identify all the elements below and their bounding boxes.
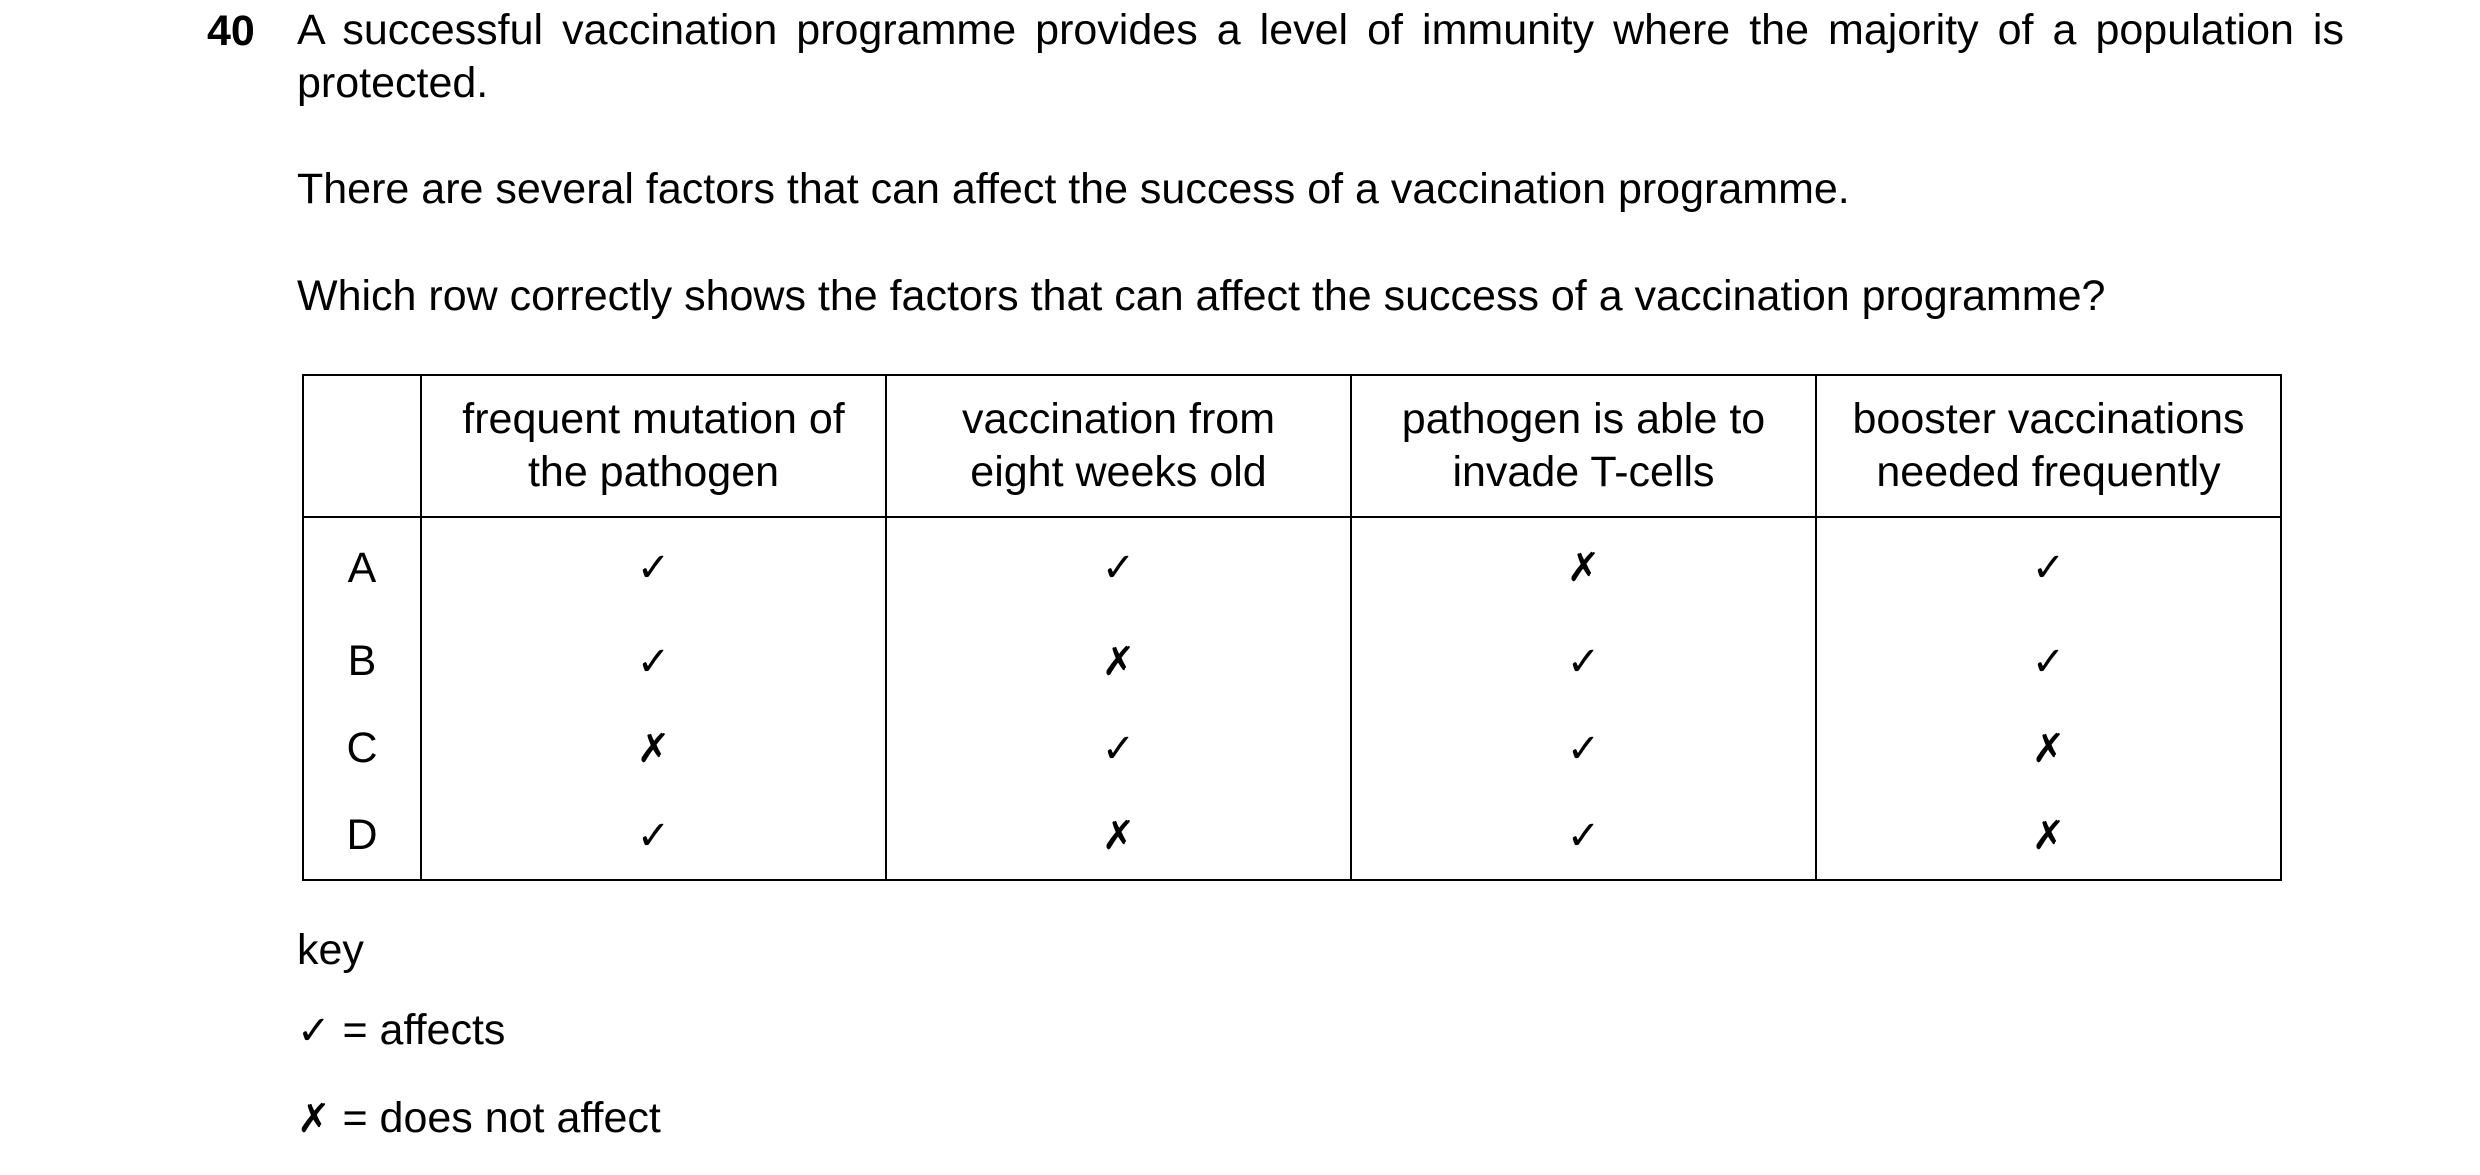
row-label: C [303,705,421,792]
table-header-row [303,375,2281,517]
table-cell: ✓ [421,618,886,705]
table-row [303,618,2281,705]
tick-icon: ✓ [297,1008,331,1054]
table-cell: ✓ [1816,618,2281,705]
header-blank-cell [303,375,421,517]
key-text: = affects [342,1006,506,1054]
table-cell: ✗ [1351,517,1816,618]
header-line: needed frequently [1876,448,2221,496]
table-cell: ✓ [1351,792,1816,880]
table-cell: ✗ [1816,792,2281,880]
header-frequent-mutation [421,375,886,517]
table-cell: ✗ [886,792,1351,880]
key-item-does-not-affect [297,1092,661,1146]
header-line: frequent mutation of [462,395,845,443]
table-row [303,792,2281,880]
row-label: A [303,517,421,618]
row-label: D [303,792,421,880]
question-paragraph: There are several factors that can affect the success of a vaccination programme. [297,165,1850,213]
key-title: key [297,926,364,974]
table-cell: ✓ [886,517,1351,618]
table-cell: ✓ [886,705,1351,792]
table-cell: ✗ [1816,705,2281,792]
key-item-affects [297,1004,505,1058]
row-label: B [303,618,421,705]
key-text: = does not affect [342,1094,661,1142]
table-cell: ✓ [421,517,886,618]
options-table [302,374,2282,881]
table-cell: ✓ [1351,705,1816,792]
header-line: booster vaccinations [1852,395,2245,443]
table-cell: ✗ [886,618,1351,705]
table-cell: ✓ [1816,517,2281,618]
header-vaccination-age [886,375,1351,517]
table-row [303,705,2281,792]
cross-icon: ✗ [297,1096,331,1142]
question-number: 40 [207,7,255,55]
table-cell: ✓ [1351,618,1816,705]
header-line: vaccination from [961,395,1276,443]
question-prompt: Which row correctly shows the factors that can affect the success of a vaccination programme? [297,272,2106,320]
table-cell: ✗ [421,705,886,792]
table-cell: ✓ [421,792,886,880]
header-line: pathogen is able to [1401,395,1766,443]
table-row [303,517,2281,618]
header-line: the pathogen [527,448,780,496]
header-invade-t-cells [1351,375,1816,517]
question-intro: A successful vaccination programme provides a level of immunity where the majority of a population is protected. [297,6,2344,107]
header-booster [1816,375,2281,517]
header-line: eight weeks old [970,448,1267,496]
header-line: invade T-cells [1452,448,1715,496]
